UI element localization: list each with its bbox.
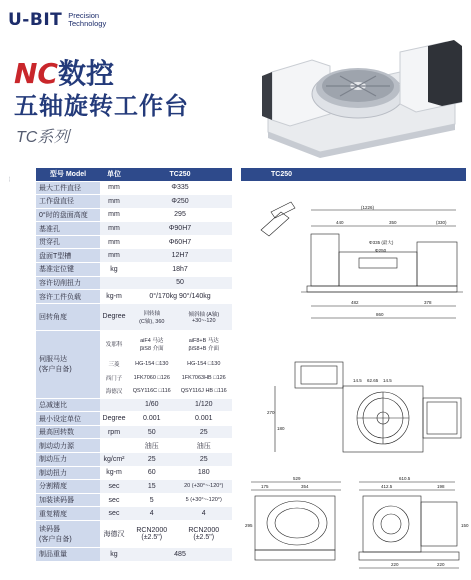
spec-motor-maker: 海德汉 xyxy=(100,385,128,399)
dim-220b: 220 xyxy=(437,562,445,567)
front-view xyxy=(261,202,463,318)
spec-row2-a: 0.001 xyxy=(176,412,233,426)
spec-encoder-a: RCN2000 (±2.5") xyxy=(176,520,233,547)
dim-529: 529 xyxy=(293,476,301,481)
spec-row-value: Φ90H7 xyxy=(128,222,232,236)
spec-row-value: Φ250 xyxy=(128,195,232,209)
spec-row-unit: mm xyxy=(100,222,128,236)
dim-62-65: 62.65 xyxy=(367,378,379,383)
spec-motor-a: QSY116J HB □116 xyxy=(176,385,233,399)
spec-row2-a: 25 xyxy=(176,425,233,439)
spec-row2-c: 15 xyxy=(128,480,176,494)
spec-motor-a: HG-154 □130 xyxy=(176,357,233,371)
drawing-header: TC250 xyxy=(241,168,466,181)
spec-row2-unit: Degree xyxy=(100,412,128,426)
dim-860: 860 xyxy=(376,312,384,317)
spec-weight-value: 485 xyxy=(128,547,232,561)
spec-rotate-label: 回转角度 xyxy=(36,303,100,330)
spec-row-label: 容许切削扭力 xyxy=(36,276,100,290)
spec-row-unit: mm xyxy=(100,195,128,209)
spec-row2-a: 5 (+30°~-120°) xyxy=(176,493,233,507)
spec-row2-a: 25 xyxy=(176,453,233,467)
spec-header-label: 型号 Model xyxy=(36,168,100,181)
dim-350: 350 xyxy=(389,220,397,225)
spec-row2-a: 油压 xyxy=(176,439,233,453)
spec-row-label: 贯穿孔 xyxy=(36,235,100,249)
spec-row2-label: 制动压力 xyxy=(36,453,100,467)
spec-row2-a: 180 xyxy=(176,466,233,480)
top-view xyxy=(267,362,461,452)
spec-weight-unit: kg xyxy=(100,547,128,561)
dim-180: 180 xyxy=(277,426,285,431)
spec-table xyxy=(36,168,232,562)
spec-row2-unit: kg-m xyxy=(100,466,128,480)
dim-14-5b: 14.5 xyxy=(383,378,392,383)
logo-tagline xyxy=(68,12,106,28)
spec-row2-label: 最小设定单位 xyxy=(36,412,100,426)
spec-row2-label: 制动动力源 xyxy=(36,439,100,453)
spec-row-label: 盘面T型槽 xyxy=(36,249,100,263)
spec-row2-c: 60 xyxy=(128,466,176,480)
spec-row-unit: kg-m xyxy=(100,290,128,304)
spec-row2-a: 4 xyxy=(176,507,233,521)
product-image xyxy=(250,32,465,158)
spec-row2-label: 重复精度 xyxy=(36,507,100,521)
spec-encoder-unit: 海德汉 xyxy=(100,520,128,547)
dim-354: 354 xyxy=(301,484,309,489)
logo-tagline-2: Technology xyxy=(68,19,107,28)
spec-header-model: TC250 xyxy=(128,168,232,181)
spec-row2-unit: sec xyxy=(100,507,128,521)
spec-row2-c: 25 xyxy=(128,453,176,467)
spec-row-label: 0°时的盘面高度 xyxy=(36,208,100,222)
dim-482: 482 xyxy=(351,300,359,305)
spec-header-unit: 单位 xyxy=(100,168,128,181)
dim-295: 295 xyxy=(245,523,253,528)
spec-row-value: 295 xyxy=(128,208,232,222)
spec-row-value: Φ60H7 xyxy=(128,235,232,249)
spec-encoder-label xyxy=(36,520,100,547)
spec-row-unit xyxy=(100,276,128,290)
spec-row-value: 12H7 xyxy=(128,249,232,263)
spec-row2-unit xyxy=(100,398,128,412)
dim-220a: 220 xyxy=(391,562,399,567)
title-line1-rest: 数控 xyxy=(57,57,114,90)
spec-weight-label: 制品重量 xyxy=(36,547,100,561)
spec-row-unit: mm xyxy=(100,208,128,222)
spec-rotate-a: 倾斜轴 (A轴) +30~-120 xyxy=(176,303,233,330)
spec-row2-label: 分割精度 xyxy=(36,480,100,494)
spec-row2-c: 1/60 xyxy=(128,398,176,412)
spec-row-value: Φ335 xyxy=(128,181,232,195)
dim-14-5a: 14.5 xyxy=(353,378,362,383)
dim-440: 440 xyxy=(336,220,344,225)
spec-motor-a: aiF8+B 马达 βiS8+B 介面 xyxy=(176,330,233,357)
spec-row2-unit: rpm xyxy=(100,425,128,439)
spec-row2-a: 1/120 xyxy=(176,398,233,412)
spec-row-label: 容许工件负载 xyxy=(36,290,100,304)
title-line2: 五轴旋转工作台 xyxy=(14,92,189,120)
dim-total: (1226) xyxy=(361,205,375,210)
spec-motor-maker: 三菱 xyxy=(100,357,128,371)
dim-d335: Φ335 (最大) xyxy=(369,240,394,245)
logo-mark: U-BIT xyxy=(8,10,63,30)
spec-row-label: 基准孔 xyxy=(36,222,100,236)
spec-encoder-label-2: (客户自备) xyxy=(39,535,72,543)
spec-rotate-unit: Degree xyxy=(100,303,128,330)
spec-rotate-c: 回转轴 (C轴), 360 xyxy=(128,303,176,330)
spec-row-unit: mm xyxy=(100,235,128,249)
spec-row-unit: kg xyxy=(100,263,128,277)
spec-encoder-label-1: 读码器 xyxy=(39,525,60,533)
spec-row2-label: 加装读码器 xyxy=(36,493,100,507)
spec-row-value: 0°/170kg 90°/140kg xyxy=(128,290,232,304)
spec-row2-c: 油压 xyxy=(128,439,176,453)
spec-motor-label xyxy=(36,330,100,398)
spec-row-value: 18h7 xyxy=(128,263,232,277)
spec-row-unit: mm xyxy=(100,181,128,195)
spec-motor-label-1: 伺服马达 xyxy=(39,356,67,364)
spec-row2-label: 总减速比 xyxy=(36,398,100,412)
dim-610-5: 610.5 xyxy=(399,476,411,481)
dim-150: 150 xyxy=(461,523,469,528)
dim-d250: Φ250 xyxy=(375,248,387,253)
side-views xyxy=(245,476,469,568)
dim-330: (330) xyxy=(436,220,447,225)
dim-198: 198 xyxy=(437,484,445,489)
spec-motor-maker: 西门子 xyxy=(100,371,128,385)
title-nc: NC xyxy=(14,57,58,90)
spec-row2-a: 20 (+30°~-120°) xyxy=(176,480,233,494)
spec-row2-c: 5 xyxy=(128,493,176,507)
spec-motor-c: 1FK7060 □126 xyxy=(128,371,176,385)
side-vertical-text: … xyxy=(7,176,13,183)
dim-412-5: 412.5 xyxy=(381,484,393,489)
dim-270: 270 xyxy=(267,410,275,415)
dim-175: 175 xyxy=(261,484,269,489)
dim-378: 378 xyxy=(424,300,432,305)
series-label: TC系列 xyxy=(16,129,70,146)
spec-motor-maker: 发那科 xyxy=(100,330,128,357)
spec-row2-unit xyxy=(100,439,128,453)
logo-tagline-1: Precision xyxy=(68,11,100,20)
spec-row2-unit: sec xyxy=(100,493,128,507)
spec-motor-label-2: (客户自备) xyxy=(39,366,72,374)
spec-motor-a: 1FK7063HB □126 xyxy=(176,371,233,385)
spec-row-label: 基准定位键 xyxy=(36,263,100,277)
spec-row2-label: 制动扭力 xyxy=(36,466,100,480)
spec-row-value: 50 xyxy=(128,276,232,290)
brand-logo xyxy=(8,10,106,30)
spec-row-label: 工作盘直径 xyxy=(36,195,100,209)
spec-row2-unit: kg/cm² xyxy=(100,453,128,467)
spec-motor-c: HG-154 □130 xyxy=(128,357,176,371)
spec-motor-c: aiF4 马达 βiS8 介面 xyxy=(128,330,176,357)
technical-drawing xyxy=(241,182,469,574)
spec-row2-c: 4 xyxy=(128,507,176,521)
spec-row-unit: mm xyxy=(100,249,128,263)
spec-encoder-c: RCN2000 (±2.5") xyxy=(128,520,176,547)
spec-row2-label: 最高回转数 xyxy=(36,425,100,439)
spec-motor-c: QSY116C □116 xyxy=(128,385,176,399)
spec-row2-c: 50 xyxy=(128,425,176,439)
spec-row-label: 最大工件直径 xyxy=(36,181,100,195)
spec-row2-c: 0.001 xyxy=(128,412,176,426)
spec-row2-unit: sec xyxy=(100,480,128,494)
